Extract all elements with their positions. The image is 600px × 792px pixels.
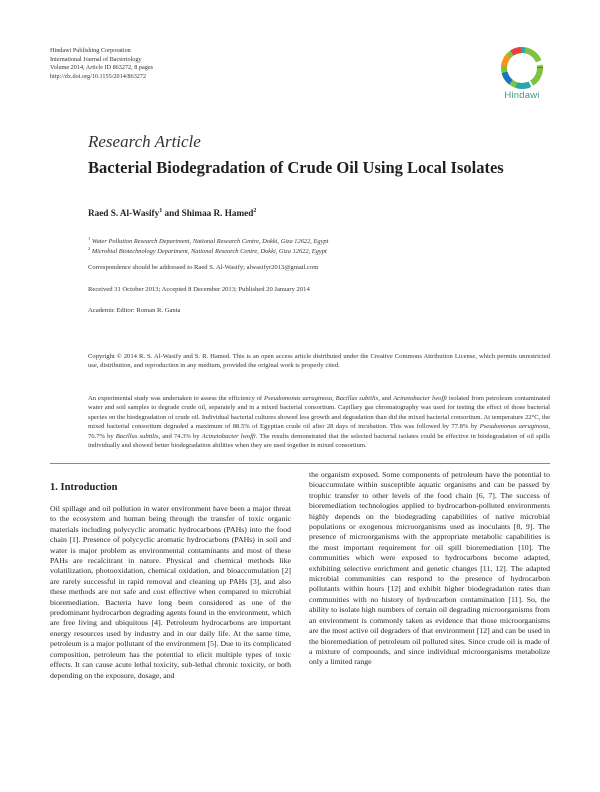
hindawi-logo (494, 46, 550, 106)
article-type: Research Article (88, 132, 201, 151)
body-column-right (309, 470, 550, 668)
species-name: Pseudomonas aeruginosa (479, 423, 549, 431)
abstract-text: isolated from petroleum contaminated water and soil samples to degrade crude oil, separately and in a mixed bacterial consortium. Capillary gas chromatography was used for testing the effect of those bacterial species on the biodegradation of crude oil. Individual bacterial cultures showed less growth and degradation than did the mixed bacterial consortium. At temperature 22°C, the mixed bacterial consortium degraded a maximum of 88.5% of Egyptian crude oil after 28 days of incubation. This was followed by 77.8% by (88, 395, 551, 431)
abstract-text: , 76.7% by (88, 423, 551, 440)
academic-editor: Academic Editor: Roman R. Ganta (88, 307, 181, 314)
copyright-notice: Copyright © 2014 R. S. Al-Wasify and S. R. Hamed. This is an open access article distributed under the Creative Commons Attribution License, which permits unrestricted use, distribution, and reproduction in any medium, provided the original work is properly cited. (88, 353, 550, 370)
author-2-affil: 2 (253, 208, 257, 214)
author-2[interactable]: Shimaa R. Hamed (181, 208, 254, 219)
affiliation-1 (88, 236, 328, 245)
affiliation-1-text: Water Pollution Research Department, National Research Centre, Dokki, Giza 12622, Egypt (90, 238, 329, 246)
author-1[interactable]: Raed S. Al-Wasify (88, 208, 160, 219)
species-name: Acinetobacter lwoffi (393, 395, 447, 402)
affiliation-2 (88, 246, 327, 255)
journal-name: International Journal of Bacteriology (50, 55, 142, 63)
species-name: Bacillus subtilis (115, 432, 159, 440)
species-name: Acinetobacter lwoffi (201, 432, 256, 440)
correspondence: Correspondence should be addressed to Raed S. Al-Wasify; alwasifyr2013@gmail.com (88, 264, 319, 271)
author-and: and (162, 208, 182, 219)
doi-link[interactable]: http://dx.doi.org/10.1155/2014/863272 (50, 72, 147, 80)
abstract (88, 394, 550, 450)
species-name: Bacillus subtilis (335, 395, 379, 402)
journal-header (50, 47, 153, 81)
affiliation-2-num: 2 (88, 246, 91, 251)
body-column-left (50, 504, 291, 681)
author-line (88, 208, 256, 218)
affiliation-1-num: 1 (88, 236, 91, 241)
affiliation-2-text: Microbial Biotechnology Department, National Research Centre, Dokki, Giza 12622, Egypt (90, 248, 327, 256)
author-1-affil: 1 (159, 208, 163, 214)
intro-paragraph: Oil spillage and oil pollution in water environment have been a major threat to the ecosystem and human being through the transfer of toxic organic materials including polycyclic aromatic hydrocarbons (PAHs) into the food chain [1]. Presence of polycyclic aromatic hydrocarbons (PAHs) in soil and water is major problem as environmental contaminants and most of these PAHs are recalcitrant in nature. Physical and chemical methods like volatilization, photooxidation, chemical oxidation, and bioaccumulation [2] are rarely successful in rapid removal and cleaning up PAHs [3], and also these methods are not safe and cost effective when compared to microbial bioremediation. Bacteria have long been considered as one of the predominant hydrocarbon degrading agents found in the environment, which are free living and ubiquitous [4]. Petroleum hydrocarbons are important energy resources used by industry and in our daily life. At the same time, petroleum is a major pollutant of the environment [5]. Due to its complicated composition, petroleum has the potential to elicit multiple types of toxic effects. It can cause acute lethal toxicity, sub-lethal chronic toxicity, or both depending on the exposure, dosage, and (50, 504, 291, 680)
section-heading: 1. Introduction (50, 482, 118, 493)
article-dates: Received 31 October 2013; Accepted 8 December 2013; Published 20 January 2014 (88, 286, 310, 293)
abstract-text: , and 74.3% by (158, 432, 202, 440)
article-title: Bacterial Biodegradation of Crude Oil Using Local Isolates (88, 158, 504, 177)
abstract-text: , and (378, 395, 394, 402)
volume-info: Volume 2014, Article ID 863272, 8 pages (50, 64, 153, 72)
abstract-text: An experimental study was undertaken to assess the efficiency of (88, 395, 264, 402)
hindawi-logo-icon (494, 46, 550, 90)
abstract-text: , (332, 395, 336, 402)
intro-paragraph-continued: the organism exposed. Some components of petroleum have the potential to bioaccumulate within susceptible aquatic organisms and can be passed by trophic transfer to other levels of the food chain [6, 7]. The success of bioremediation technologies applied to hydrocarbon-polluted environments highly depends on the biodegrading capabilities of native microbial populations or exogenous microorganisms used as inoculants [8, 9]. The presence of microorganisms with the appropriate metabolic capabilities is the most important requirement for oil spill bioremediation [10]. The communities which were exposed to hydrocarbons become adapted, exhibiting selective enrichment and genetic changes [11, 12]. The adapted microbial communities can respond to the presence of hydrocarbon pollutants within hours [12] and exhibit higher biodegradation rates than communities with no history of hydrocarbon contamination [11]. So, the ability to isolate high numbers of certain oil degrading microorganisms from an environment is commonly taken as evidence that those microorganisms are the most active oil degraders of that environment [12] and can be used in the bioremediation of petroleum oil polluted sites. Since crude oil is made of a mixture of compounds, and since individual microorganisms metabolize only a limited range (309, 470, 550, 667)
species-name: Pseudomonas aeruginosa (263, 395, 333, 402)
publisher: Hindawi Publishing Corporation (50, 47, 131, 54)
logo-wordmark: Hindawi (504, 90, 540, 101)
section-divider (50, 463, 550, 464)
abstract-text: . The results demonstrated that the selected bacterial isolates could be effective in biodegradation of oil spills individually and showed better biodegradation abilities when they are used together in mixed consortium. (88, 432, 550, 450)
